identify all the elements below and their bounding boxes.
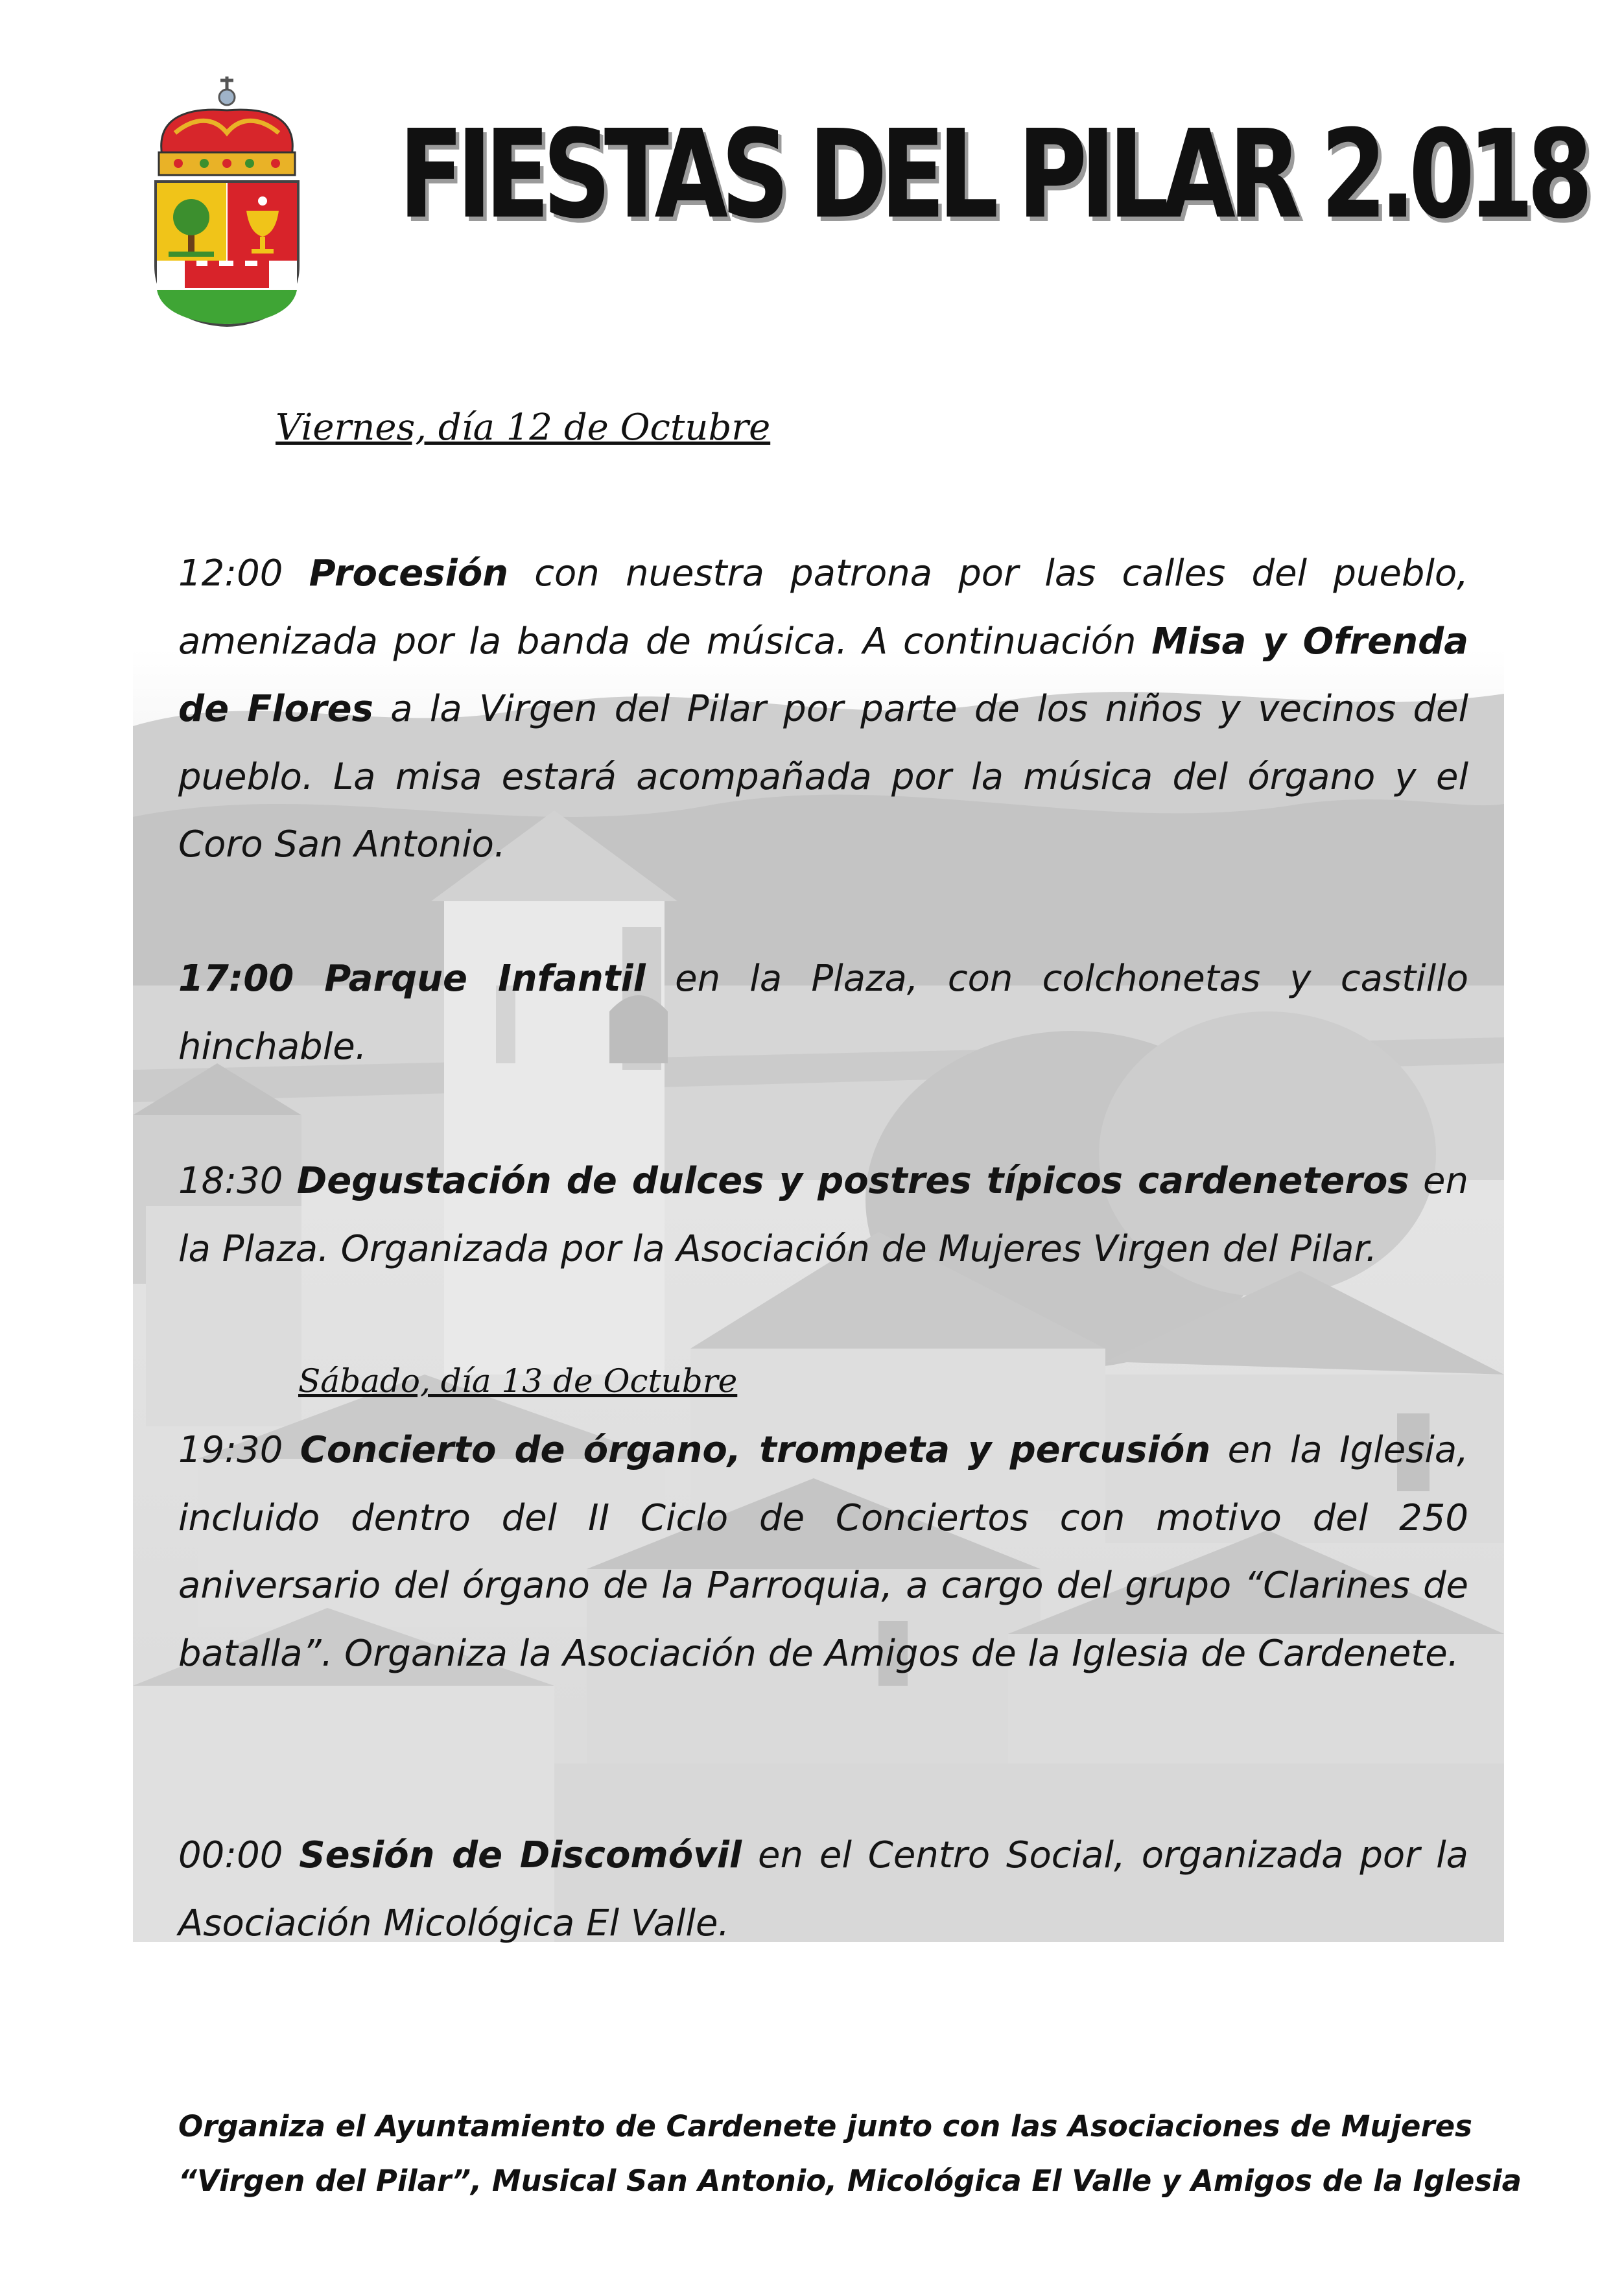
event-description: en la Iglesia, incluido dentro del II Ciclo de Conciertos con motivo del 250 aniversario del órgano de la Parroquia, a cargo del grupo “Clarines de batalla”. Organiza la Asociación de Amigos de la Iglesia de Cardenete. — [178, 1429, 1468, 1675]
event-item — [178, 1417, 1468, 1688]
event-time: 00:00 — [178, 1834, 283, 1876]
event-description: en el Centro Social, organizada por la Asociación Micológica El Valle. — [178, 1834, 1468, 1944]
coat-of-arms-logo — [149, 71, 305, 331]
event-description: con nuestra patrona por las calles del pueblo, amenizada por la banda de música. A continuación — [178, 552, 1468, 663]
event-name-secondary: Misa y Ofrenda de Flores — [178, 620, 1468, 730]
shield-icon — [156, 182, 298, 325]
event-item — [178, 540, 1468, 879]
event-name: Parque Infantil — [324, 958, 646, 1000]
event-item — [178, 1822, 1468, 1957]
event-description: en la Plaza, con colchonetas y castillo hinchable. — [178, 958, 1468, 1068]
organizers-footer: Organiza el Ayuntamiento de Cardenete junto con las Asociaciones de Mujeres “Virgen del Pilar”, Musical San Antonio, Micológica El Valle y Amigos de la Iglesia — [178, 2109, 1522, 2198]
day-heading-saturday: Sábado, día 13 de Octubre — [298, 1362, 738, 1400]
event-name: Sesión de Discomóvil — [299, 1834, 742, 1876]
event-name: Procesión — [309, 552, 509, 595]
event-time: 17:00 — [178, 958, 294, 1000]
event-name: Concierto de órgano, trompeta y percusión — [300, 1429, 1211, 1471]
event-description-continued: a la Virgen del Pilar por parte de los niños y vecinos del pueblo. La misa estará acompañada por la música del órgano y el Coro San Antonio. — [178, 688, 1468, 866]
event-item — [178, 1148, 1468, 1283]
event-description: en la Plaza. Organizada por la Asociación de Mujeres Virgen del Pilar. — [178, 1160, 1468, 1270]
day-heading-friday: Viernes, día 12 de Octubre — [276, 407, 771, 449]
crown-icon — [159, 77, 295, 175]
event-name: Degustación de dulces y postres típicos cardeneteros — [296, 1160, 1409, 1202]
event-time: 12:00 — [178, 552, 283, 595]
event-item — [178, 945, 1468, 1081]
event-time: 18:30 — [178, 1160, 283, 1202]
poster-title: FIESTAS DEL PILAR 2.018 — [399, 104, 1586, 246]
event-time: 19:30 — [178, 1429, 283, 1471]
